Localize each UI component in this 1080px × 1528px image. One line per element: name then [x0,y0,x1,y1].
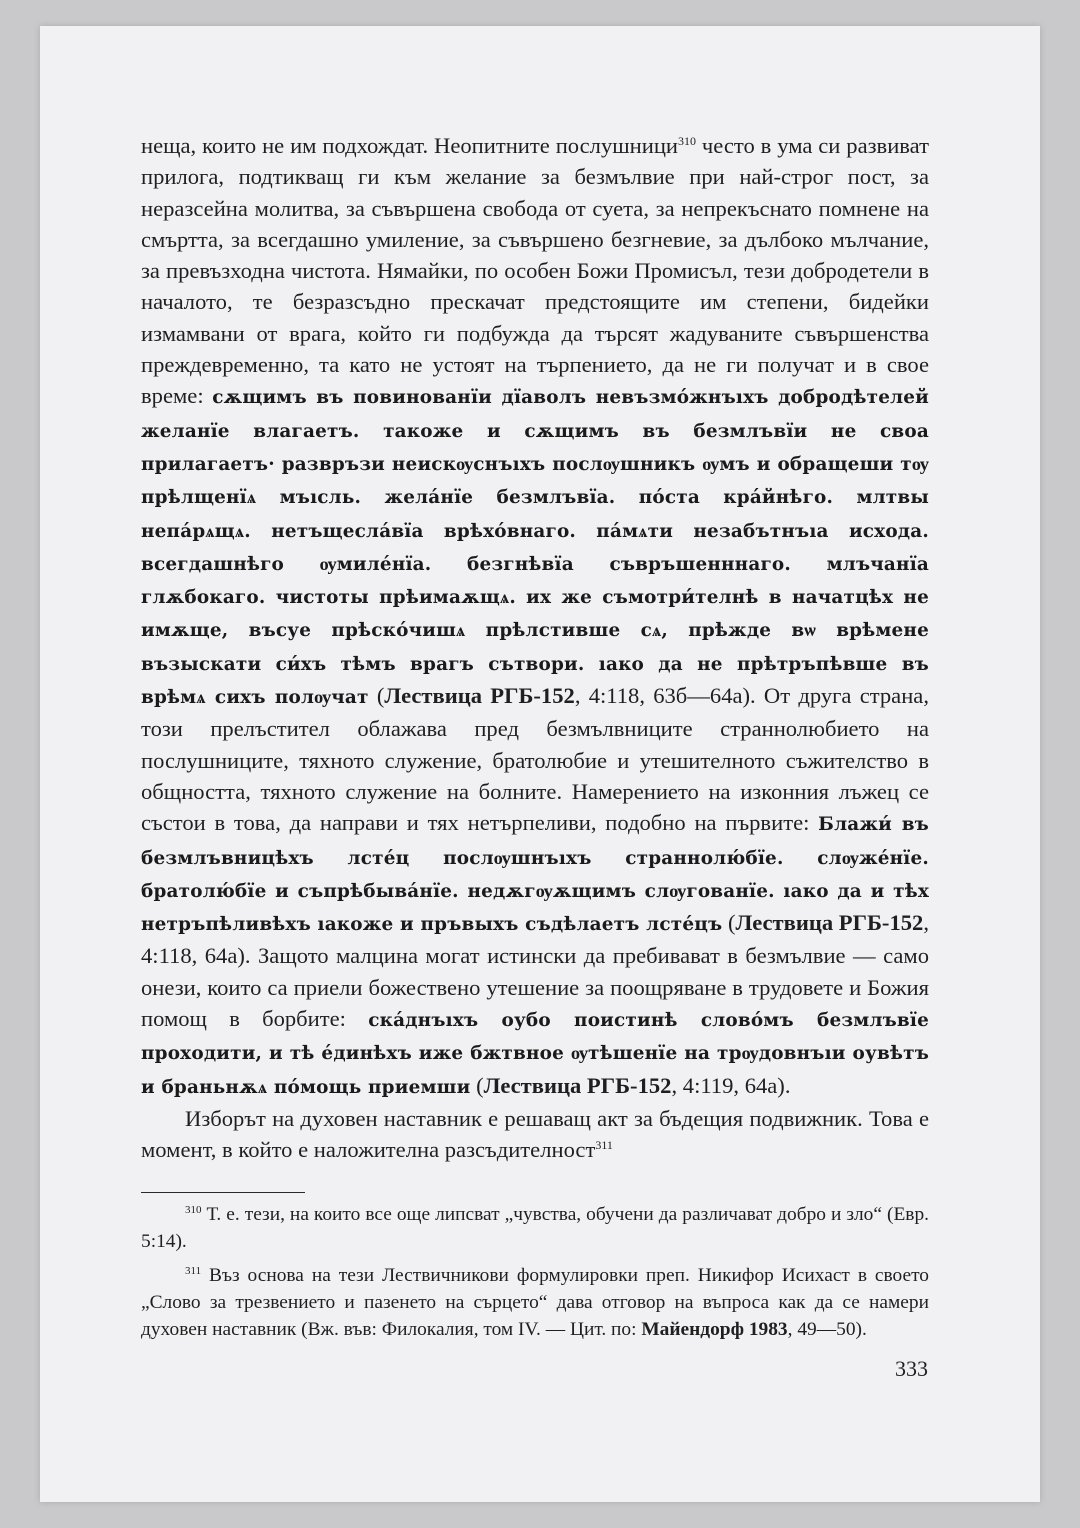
footnote-divider [141,1192,305,1193]
text-segment: неща, които не им подхождат. Неопитните послушници [141,133,679,158]
source-citation: Лествица РГБ-152 [735,910,924,936]
page-number: 333 [895,1356,928,1381]
footnote-ref-311: 311 [595,1138,613,1153]
text-segment: ( [470,1072,484,1098]
source-citation: Лествица РГБ-152 [483,1072,672,1098]
footnote-text: , 49—50). [787,1318,867,1340]
footnote-310 [141,1202,929,1255]
footnote-text: Въз основа на тези Лествичникови формулировки преп. Никифор Исихаст в своето „Слово за трезвението и пазенето на сърцето“ дава отговор на въпроса как да се намери духовен наставник (Вж. във: Филокалия, том IV. — Цит. по: [141,1265,929,1340]
text-segment: често в ума си развиват прилога, подтикващ ги към желание за безмълвие при най-строг пост, за неразсейна молитва, за съвършена свобода от суета, за непрекъснато помнене на смъртта, за всегдашно умиление, за съвършено безгневие, за дълбоко мълчание, за превъзходна чистота. Нямайки, по особен Божи Промисъл, тези добродетели в началото, те безразсъдно прескачат предстоящите им степени, бидейки измамвани от врага, който ги подбужда да търсят жадуваните съвършенства преждевременно, та като не устоят на търпението, да не ги получат и в свое време: [141,133,929,409]
text-segment: ( [722,910,736,936]
footnote-311 [141,1263,929,1343]
footnote-number: 311 [185,1265,202,1278]
footnote-citation: Майендорф 1983 [641,1318,788,1340]
text-segment: Изборът на духовен наставник е решаващ акт за бъдещия подвижник. Това е момент, в който е наложителна разсъдителност [141,1105,929,1163]
text-segment: , 4:118, 64а). Защото малцина могат истински да пребивават в безмълвие — само онези, които са приели божествено утешение за поощряване в трудовете и Божия помощ в борбите: [141,910,929,1032]
church-slavonic-quote: сѫщимъ въ повинованїи дїаволъ невъзмо́жнъıхъ добродѣтелей желанїе влагаетъ. такоже и сѫщимъ въ безмлъвїи не своа прилагаетъ· развръзи неискѹснъıхъ послѹшникъ ѹмъ и обращеши тѹ прѣлщенїѧ мъıсль. жела́нїе безмлъвїа. по́ста кра́йнѣго. млтвы непа́рѧщѧ. нетъщесла́вїа врѣхо́внаго. па́мѧти незабътнъıа исхода. всегдашнѣго ѹмиле́нїа. безгнѣвїа съвръшенннаго. млъчанїа глѫбокаго. чистоты прѣимаѫщѧ. их же съмотри́телнѣ в начатцѣх не имѫще, въсуе прѣско́чишѧ прѣлстивше сѧ, прѣжде вѡ врѣмене възыскати си́хъ тѣмъ врагъ сътвори. ıако да не прѣтръпѣвше въ врѣмѧ сихъ полѹчат [141,387,929,709]
source-citation: Лествица РГБ-152 [384,683,575,709]
footnotes [141,1202,929,1352]
book-page [40,26,1040,1502]
text-segment: , 4:118, 63б—64а). От друга страна, този прелъстител облажава пред безмълвниците страннолюбието на послушниците, тяхното служение, братолюбие и утешителното съжителство в общността, тяхното служение на болните. Намерението на изконния лъжец се състои в това, да направи и тях нетърпеливи, подобно на първите: [141,683,929,836]
text-segment: ( [368,683,385,709]
church-slavonic-quote: ска́днъıхъ оубо поистинѣ слово́мъ безмлъвїе проходити, и тѣ е́динѣхъ иже бжтвное ѹтѣшенїе на трѹдовнъıи оувѣтъ и браньнѫѧ по́мощь приемши [141,1010,929,1098]
footnote-ref-310: 310 [678,134,697,148]
main-text [141,130,929,1166]
church-slavonic-quote: Блажи́ въ безмлъвницѣхъ лсте́ц послѹшнъıхъ страннолю́бїе. слѹже́нїе. братолю́бїе и съпрѣбыва́нїе. недѫгѹѫщимъ слѹгованїе. ıако да и тѣх нетръпѣливѣхъ ıакоже и пръвыхъ съдѣлаетъ лсте́цъ [141,814,929,936]
footnote-text: Т. е. тези, на които все още липсват „чувства, обучени да различават добро и зло“ (Евр. 5:14). [141,1204,929,1252]
text-segment: , 4:119, 64а). [671,1072,791,1098]
paragraph-1 [141,130,929,1103]
paragraph-2 [141,1103,929,1166]
footnote-number: 310 [185,1204,202,1216]
